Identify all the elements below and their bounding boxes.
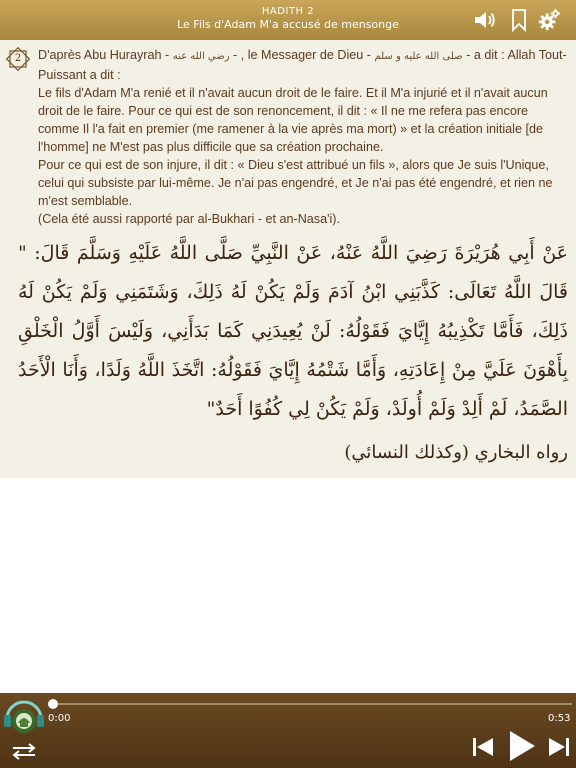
audio-player	[0, 693, 576, 768]
hadith-title: Le Fils d'Adam M'a accusé de mensonge	[177, 18, 399, 31]
play-icon[interactable]	[507, 729, 537, 763]
hadith-number-badge	[5, 46, 31, 72]
repeat-icon[interactable]	[8, 739, 40, 763]
progress-track[interactable]	[52, 703, 572, 705]
badge-number: 2	[14, 53, 22, 64]
time-total: 0:53	[548, 713, 571, 724]
hadith-number: HADITH 2	[261, 6, 315, 17]
empty-area	[0, 478, 576, 693]
french-paragraph-insult: Pour ce qui est de son injure, il dit : « Dieu s'est attribué un fils », alors que Je suis l'Unique, celui qui subsiste par lui-même. Je n'ai pas engendré, et Je n'ai pas été engendré, et rien ne m'est semblable.	[38, 158, 553, 208]
speaker-icon[interactable]	[472, 8, 498, 32]
top-bar	[0, 0, 576, 40]
skip-back-icon[interactable]	[470, 735, 496, 759]
bookmark-icon[interactable]	[506, 8, 532, 32]
arabic-text: عَنْ أَبِي هُرَيْرَةَ رَضِيَ اللَّهُ عَنْهُ، عَنْ النَّبِيِّ صَلَّى اللَّهُ عَلَيْهِ وَسَلَّمَ قَالَ: " قَالَ اللَّهُ تَعَالَى: كَذَّبَنِي ابْنُ آدَمَ وَلَمْ يَكُنْ لَهُ ذَلِكَ، وَشَتَمَنِي وَلَمْ يَكُنْ لَهُ ذَلِكَ، فَأَمَّا تَكْذِيبُهُ إِيَّايَ فَقَوْلُهُ: لَنْ يُعِيدَنِي كَمَا بَدَأَنِي، وَلَيْسَ أَوَّلُ الْخَلْقِ بِأَهْوَنَ عَلَيَّ مِنْ إِعَادَتِهِ، وَأَمَّا شَتْمُهُ إِيَّايَ فَقَوْلُهُ: اتَّخَذَ اللَّهُ وَلَدًا، وَأَنَا الْأَحَدُ الصَّمَدُ، لَمْ أَلِدْ وَلَمْ أُولَدْ، وَلَمْ يَكُنْ لِي كُفُوًا أَحَدٌ"	[18, 242, 568, 420]
reciter-avatar-icon[interactable]	[3, 697, 45, 735]
arabic-source: رواه البخاري (وكذلك النسائي)	[344, 442, 568, 463]
progress-thumb[interactable]	[48, 699, 58, 709]
french-paragraph-denial: Le fils d'Adam M'a renié et il n'avait aucun droit de le faire. Et il M'a injurié et il n'avait aucun droit de le faire. Pour ce qui est de son renoncement, il dit : « Il ne me refera pas encore comme Il l'a fait en premier (me ramener à la vie après ma mort) » et la création initiale [de l'homme] ne M'est pas plus difficile que sa création prochaine.	[38, 86, 548, 154]
hadith-content	[0, 40, 576, 478]
time-current: 0:00	[48, 713, 71, 724]
skip-forward-icon[interactable]	[546, 735, 572, 759]
french-paragraph-intro: D'après Abu Hurayrah - رضي الله عنه - , le Messager de Dieu - صلى الله عليه و سلم - a dit : Allah Tout-Puissant a dit :	[38, 48, 567, 82]
gear-icon[interactable]	[536, 8, 562, 32]
french-paragraph-source: (Cela été aussi rapporté par al-Bukhari - et an-Nasa'i).	[38, 212, 340, 226]
french-translation	[38, 46, 568, 228]
